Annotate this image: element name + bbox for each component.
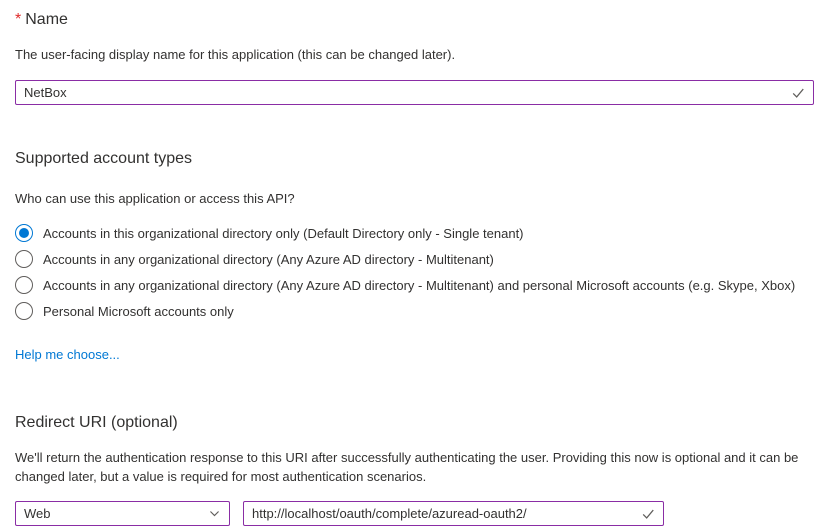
- required-asterisk: *: [15, 11, 22, 28]
- account-type-option-label: Personal Microsoft accounts only: [43, 303, 234, 319]
- radio-button[interactable]: [15, 250, 33, 268]
- platform-select[interactable]: [15, 501, 230, 526]
- name-input-wrap: [15, 80, 814, 105]
- name-input[interactable]: [16, 81, 791, 104]
- account-type-option-multitenant-personal[interactable]: [15, 272, 814, 298]
- name-title-text: Name: [25, 11, 68, 28]
- radio-button[interactable]: [15, 276, 33, 294]
- check-icon: [791, 86, 813, 100]
- radio-button[interactable]: [15, 224, 33, 242]
- radio-dot: [19, 228, 29, 238]
- account-types-section: [15, 149, 814, 364]
- redirect-uri-section: [15, 413, 814, 526]
- account-type-option-label: Accounts in any organizational directory (Any Azure AD directory - Multitenant) and personal Microsoft accounts (e.g. Skype, Xbox): [43, 277, 796, 293]
- account-types-question: Who can use this application or access this API?: [15, 191, 295, 206]
- name-section: [15, 10, 814, 105]
- redirect-uri-controls: [15, 501, 814, 526]
- account-type-option-label: Accounts in this organizational directory only (Default Directory only - Single tenant): [43, 225, 524, 241]
- name-section-title: [15, 10, 814, 30]
- account-type-option-label: Accounts in any organizational directory (Any Azure AD directory - Multitenant): [43, 251, 494, 267]
- account-type-option-multitenant[interactable]: [15, 246, 814, 272]
- check-icon: [641, 507, 663, 521]
- redirect-uri-title: Redirect URI (optional): [15, 414, 178, 431]
- account-type-option-single-tenant[interactable]: [15, 220, 814, 246]
- account-types-title: Supported account types: [15, 150, 193, 167]
- account-types-radio-group: [15, 220, 814, 324]
- redirect-uri-description: We'll return the authentication response to this URI after successfully authenticating the user. Providing this now is optional and it can be changed later, but a value is required for most authentication scenarios.: [15, 450, 799, 484]
- chevron-down-icon: [208, 507, 229, 520]
- name-description: The user-facing display name for this application (this can be changed later).: [15, 47, 456, 62]
- radio-button[interactable]: [15, 302, 33, 320]
- redirect-uri-input[interactable]: [244, 502, 641, 525]
- platform-select-value: Web: [24, 506, 51, 521]
- help-me-choose-link[interactable]: Help me choose...: [15, 347, 120, 362]
- redirect-uri-input-wrap: [243, 501, 664, 526]
- account-type-option-personal-only[interactable]: [15, 298, 814, 324]
